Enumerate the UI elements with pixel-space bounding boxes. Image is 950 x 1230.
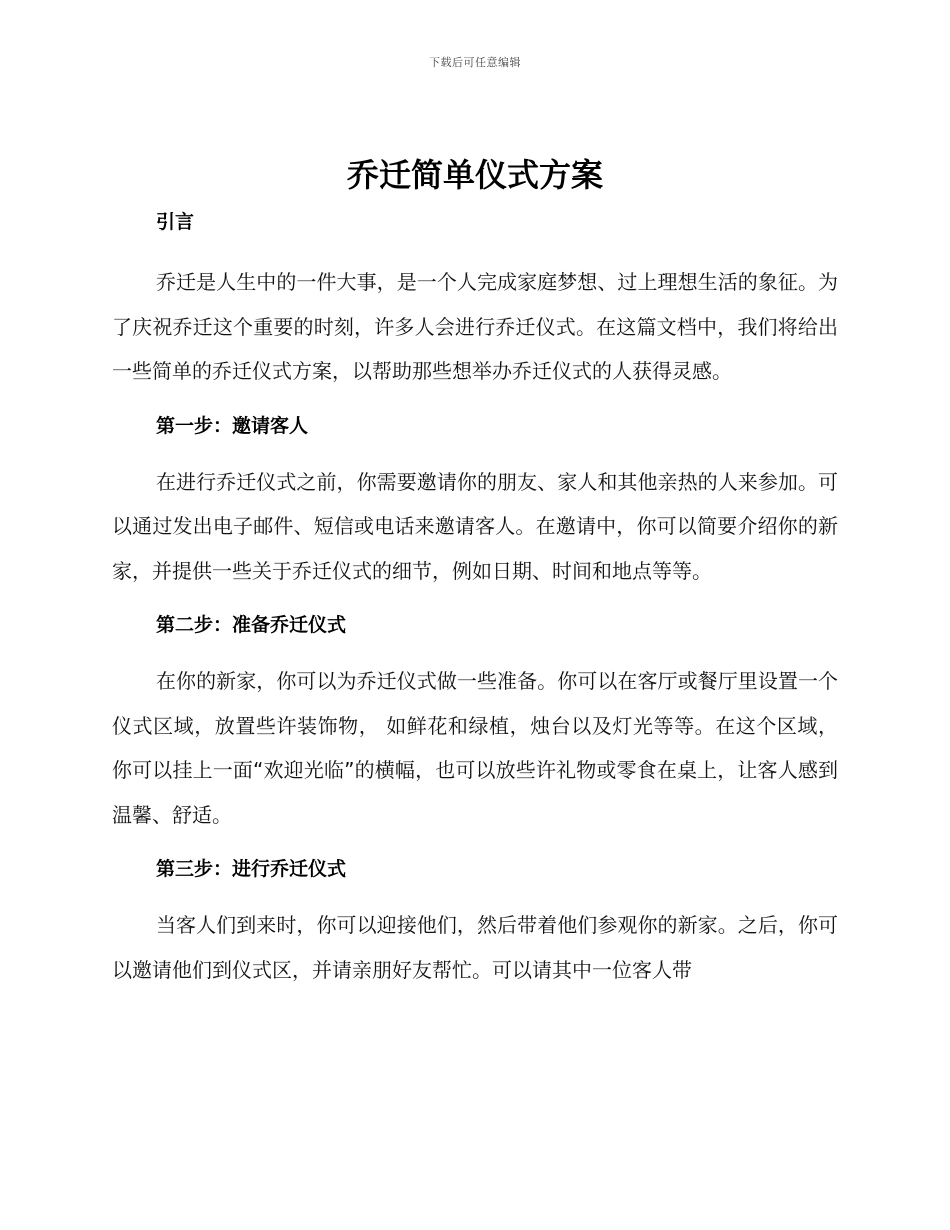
section-paragraph-step-1: 在进行乔迁仪式之前，你需要邀请你的朋友、家人和其他亲热的人来参加。可以通过发出电子邮件、短信或电话来邀请客人。在邀请中，你可以简要介绍你的新家，并提供一些关于乔迁仪式的细节，例如日期、时间和地点等等。 [112,469,838,583]
section-heading-step-1: 第一步：邀请客人 [156,414,309,437]
page-header-note: 下载后可任意编辑 [429,56,521,69]
section-paragraph-step-3: 当客人们到来时，你可以迎接他们，然后带着他们参观你的新家。之后，你可以邀请他们到仪式区，并请亲朋好友帮忙。可以请其中一位客人带 [112,913,838,982]
section-heading-step-2: 第二步：准备乔迁仪式 [156,614,347,636]
section-paragraph-intro: 乔迁是人生中的一件大事，是一个人完成家庭梦想、过上理想生活的象征。为了庆祝乔迁这个重要的时刻，许多人会进行乔迁仪式。在这篇文档中，我们将给出一些简单的乔迁仪式方案，以帮助那些想举办乔迁仪式的人获得灵感。 [112,270,838,383]
document-title: 乔迁简单仪式方案 [346,156,603,194]
section-heading-step-3: 第三步：进行乔迁仪式 [156,858,347,880]
section-heading-intro: 引言 [156,211,195,233]
section-paragraph-step-2: 在你的新家，你可以为乔迁仪式做一些准备。你可以在客厅或餐厅里设置一个仪式区域，放置些许装饰物， 如鲜花和绿植，烛台以及灯光等等。在这个区域，你可以挂上一面“欢迎光临”的横幅，也可以放些许礼物或零食在桌上，让客人感到温馨、舒适。 [112,669,838,827]
document-body [112,204,838,992]
